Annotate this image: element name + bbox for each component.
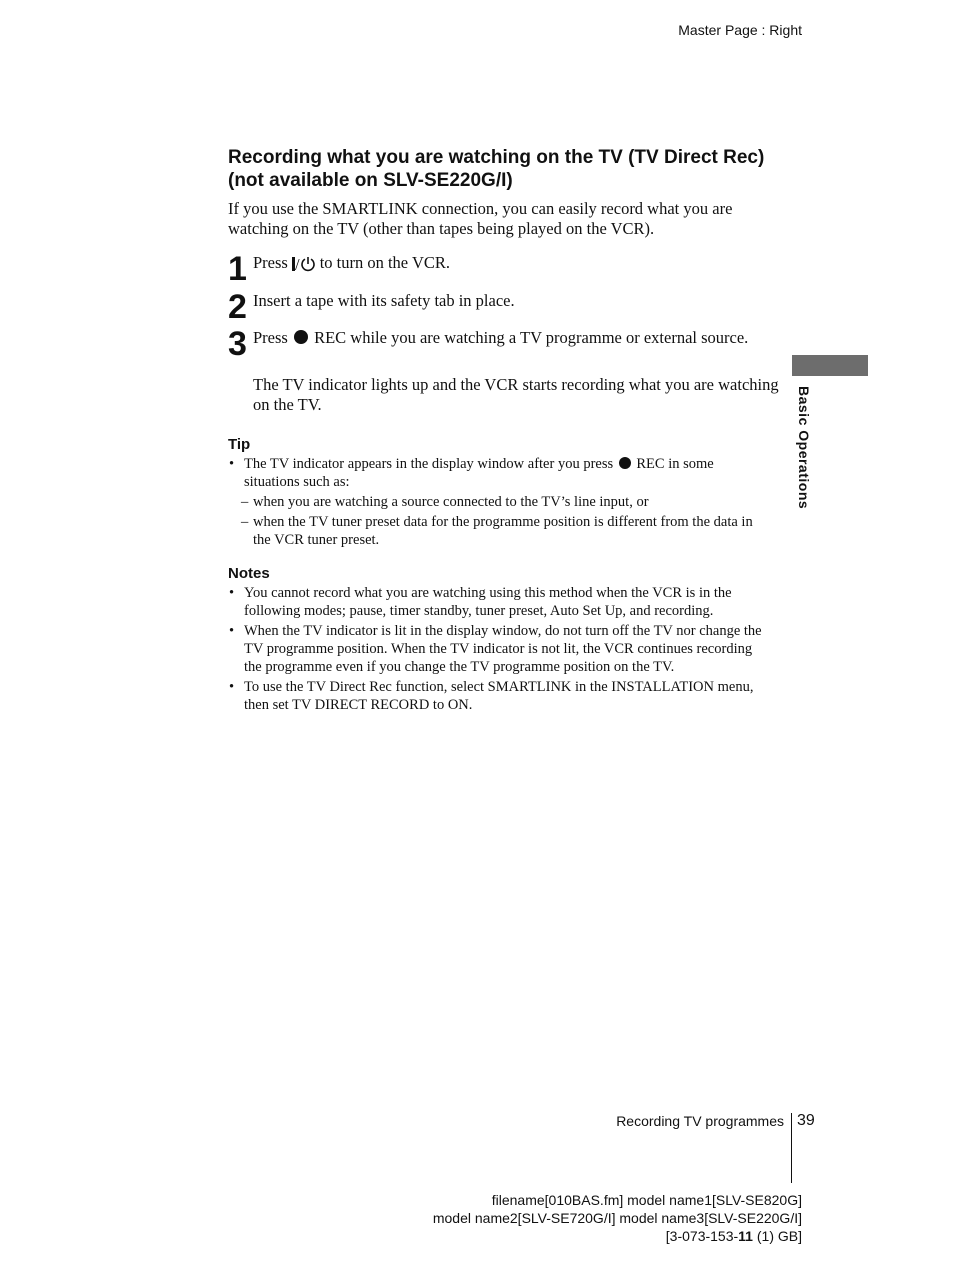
file-info-line: model name2[SLV-SE720G/I] model name3[SLV-SE220G/I] (432, 1210, 802, 1226)
footer-section-title: Recording TV programmes (616, 1113, 784, 1129)
tip-subitem: – when the TV tuner preset data for the programme position is different from the data in the VCR tuner preset. (241, 514, 753, 548)
section-title: Recording what you are watching on the TV (TV Direct Rec) (not available on SLV-SE220G/I) (228, 147, 765, 191)
section-tab-marker (792, 355, 868, 376)
bullet: • (229, 456, 235, 472)
tip-heading: Tip (228, 436, 251, 453)
notes-heading: Notes (228, 565, 270, 582)
page-number: 39 (797, 1112, 815, 1129)
record-dot-icon (619, 457, 631, 469)
intro-paragraph: If you use the SMARTLINK connection, you can easily record what you are watching on the TV (other than tapes being played on the VCR). (228, 199, 733, 238)
footer-file-info (433, 1191, 802, 1245)
tip-item: • The TV indicator appears in the display window after you press REC in some situations such as: (229, 456, 714, 490)
tip-subitem: – when you are watching a source connected to the TV’s line input, or (241, 494, 649, 510)
step-2-text: Insert a tape with its safety tab in place. (253, 291, 515, 310)
step-3-number: 3 (228, 325, 247, 363)
step-2-number: 2 (228, 288, 247, 326)
step-3-text: Press REC while you are watching a TV programme or external source. (253, 328, 749, 347)
note-item: • You cannot record what you are watching using this method when the VCR is in the following modes; pause, timer standby, tuner preset, Auto Set Up, and recording. (229, 585, 732, 619)
notes-list (228, 584, 768, 716)
step-3-note: The TV indicator lights up and the VCR starts recording what you are watching on the TV. (253, 375, 779, 414)
side-section-label: Basic Operations (796, 386, 812, 510)
power-standby-icon: / (292, 255, 316, 275)
step-1-number: 1 (228, 250, 247, 288)
master-page-label: Master Page : Right (678, 22, 802, 38)
file-info-line: filename[010BAS.fm] model name1[SLV-SE820G] (491, 1192, 802, 1208)
note-item: • When the TV indicator is lit in the display window, do not turn off the TV nor change the TV programme position. When the TV indicator is not lit, the VCR continues recording the programme even if you change the TV programme position on the TV. (229, 623, 762, 675)
step-1-text: Press / to turn on the VCR. (253, 253, 451, 274)
record-dot-icon (294, 330, 308, 344)
footer-divider (791, 1113, 792, 1183)
tip-list (228, 455, 768, 551)
file-info-line: [3-073-153-11 (1) GB] (665, 1228, 802, 1244)
note-item: • To use the TV Direct Rec function, select SMARTLINK in the INSTALLATION menu, then set TV DIRECT RECORD to ON. (229, 679, 754, 713)
